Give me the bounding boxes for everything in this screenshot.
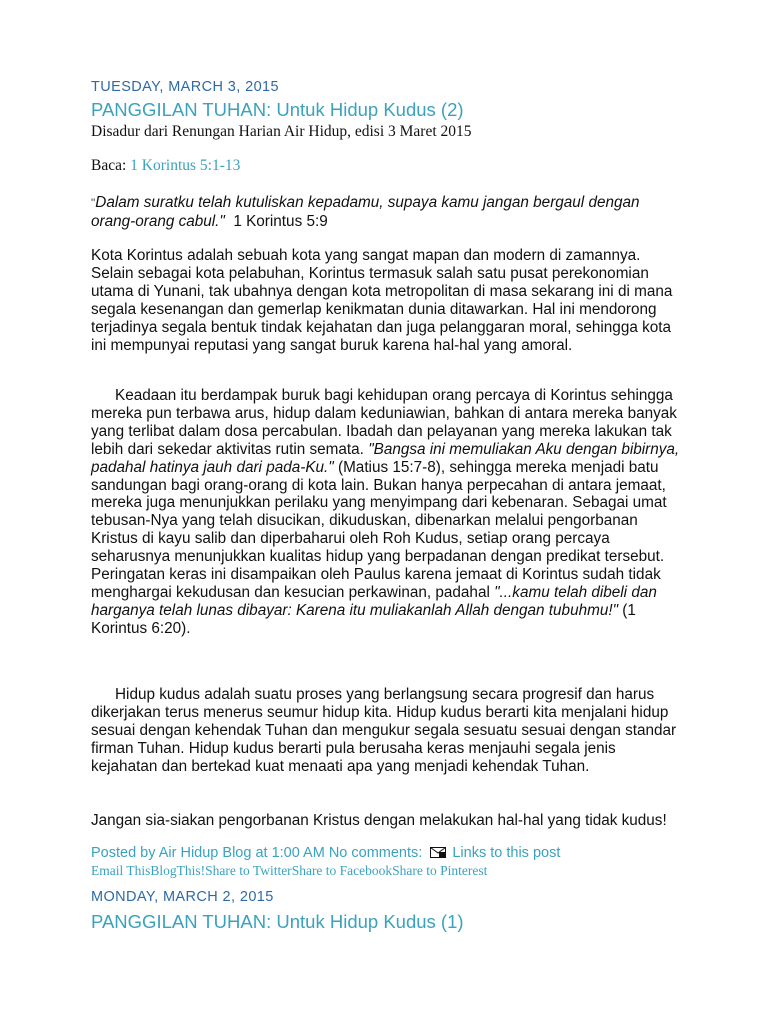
paragraph-1 [91,247,681,354]
reading-reference [91,157,240,175]
share-twitter[interactable]: Share to Twitter [205,863,292,878]
paragraph-3 [91,686,681,776]
share-email[interactable]: Email This [91,863,151,878]
post-footer [91,845,560,861]
author-link[interactable]: Air Hidup Blog [158,845,252,861]
share-bar [91,863,487,879]
post-date-2: MONDAY, MARCH 2, 2015 [91,889,274,905]
verse-block [91,194,681,231]
paragraph-2-quote-1: "Bangsa ini memuliakan Aku dengan bibirnya, padahal hatinya jauh dari pada-Ku." [91,440,680,476]
timestamp-link[interactable]: 1:00 AM [271,845,325,861]
email-post-icon[interactable] [430,847,446,858]
paragraph-2-text-a: Keadaan itu berdampak buruk bagi kehidupan orang percaya di Korintus sehingga mereka pun terbawa arus, hidup dalam keduniawian, bahkan di antara mereka banyak yang terlibat dalam dosa percabulan. Ibadah dan pelayanan yang mereka lakukan tak lebih dari sekedar aktivitas rutin semata. [91,387,677,458]
post-source: Disadur dari Renungan Harian Air Hidup, edisi 3 Maret 2015 [91,123,472,140]
paragraph-4-text: Jangan sia-siakan pengorbanan Kristus dengan melakukan hal-hal yang tidak kudus! [91,812,667,829]
paragraph-1-text: Kota Korintus adalah sebuah kota yang sangat mapan dan modern di zamannya. Selain sebagai kota pelabuhan, Korintus termasuk salah satu pusat perekonomian utama di Yunani, tak ubahnya dengan kota metropolitan di masa sekarang ini di mana segala kesenangan dan gemerlap kenikmatan dunia ditawarkan. Hal ini mendorong terjadinya segala bentuk tindak kejahatan dan juga pelanggaran moral, sehingga kota ini mempunyai reputasi yang sangat buruk karena hal-hal yang amoral. [91,247,673,354]
share-facebook[interactable]: Share to Facebook [291,863,393,878]
verse-text: Dalam suratku telah kutuliskan kepadamu, supaya kamu jangan bergaul dengan orang-orang cabul." [91,194,640,230]
paragraph-2-text-b: (Matius 15:7-8), sehingga mereka menjadi batu sandungan bagi orang-orang di kota lain. Bukan hanya perpecahan di antara jemaat, mereka juga menunjukkan perilaku yang menyimpang dari kebenaran. Sebagai umat tebusan-Nya yang telah disucikan, dikuduskan, dibenarkan melalui pengorbanan Kristus di kayu salib dan diperbaharui oleh Roh Kudus, setiap orang percaya seharusnya menunjukkan kualitas hidup yang berpadanan dengan predikat tersebut. Peringatan keras ini disampaikan oleh Paulus karena jemaat di Korintus sudah tidak menghargai kekudusan dan kesucian perkawinan, padahal [91,458,667,601]
share-pinterest[interactable]: Share to Pinterest [392,863,488,878]
post-date: TUESDAY, MARCH 3, 2015 [91,79,279,95]
paragraph-3-text: Hidup kudus adalah suatu proses yang berlangsung secara progresif dan harus dikerjakan terus menerus seumur hidup kita. Hidup kudus berarti kita menjalani hidup sesuai dengan kehendak Tuhan dan mengukur segala sesuatu sesuai dengan standar firman Tuhan. Hidup kudus berarti pula berusaha keras menjauhi segala jenis kejahatan dan bertekad kuat menaati apa yang menjadi kehendak Tuhan. [91,686,677,775]
posted-by-label: Posted by [91,845,156,861]
baca-link[interactable]: 1 Korintus 5:1-13 [130,157,241,174]
baca-label: Baca: [91,157,127,174]
verse-ref: 1 Korintus 5:9 [233,212,328,230]
share-blogthis[interactable]: BlogThis! [150,863,206,878]
paragraph-2-quote-2: "...kamu telah dibeli dan harganya telah lunas dibayar: Karena itu muliakanlah Allah dengan tubuhmu!" [91,583,657,619]
verse-open-quote: " [91,196,96,210]
links-to-post[interactable]: Links to this post [452,845,561,861]
at-label: at [255,845,268,861]
paragraph-2 [91,387,681,638]
post-title-2[interactable]: PANGGILAN TUHAN: Untuk Hidup Kudus (1) [91,911,464,932]
comments-link[interactable]: No comments: [328,845,423,861]
paragraph-4 [91,812,681,830]
post-title[interactable]: PANGGILAN TUHAN: Untuk Hidup Kudus (2) [91,99,464,120]
paragraph-2-text-c: (1 Korintus 6:20). [91,601,636,637]
